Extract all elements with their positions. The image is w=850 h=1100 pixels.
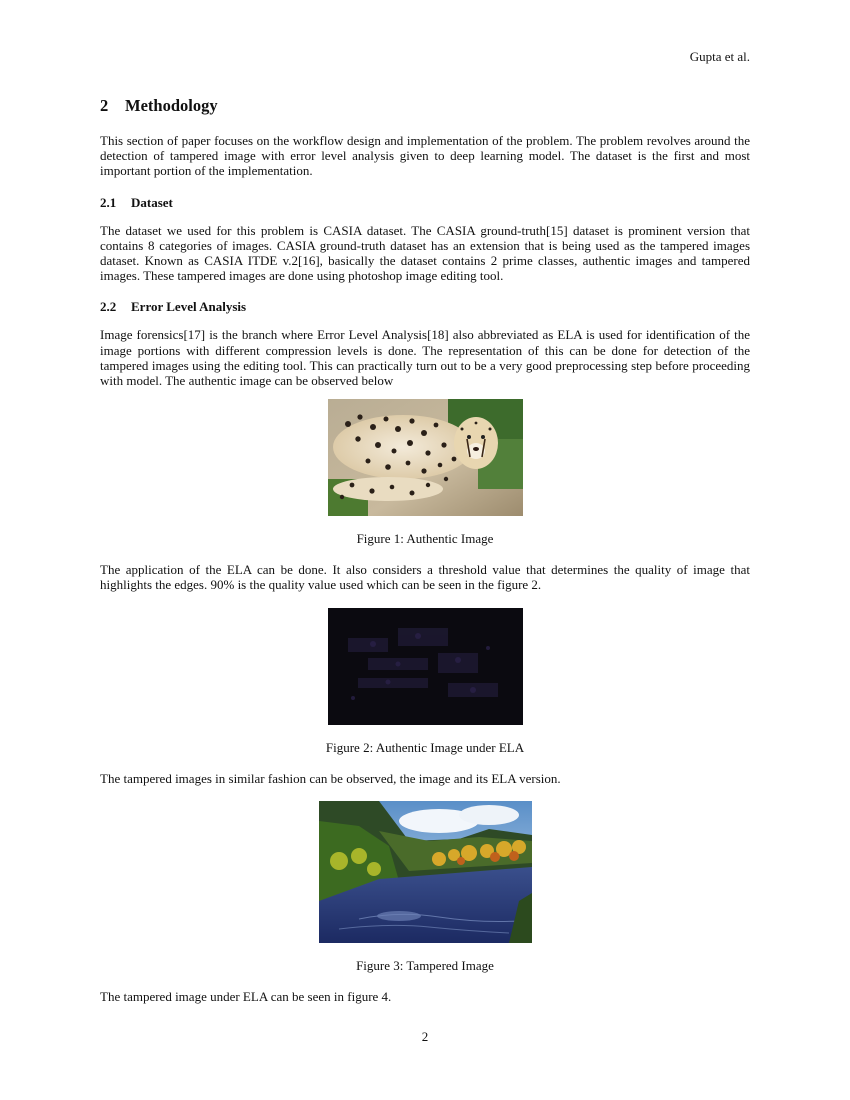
section-heading (100, 96, 750, 116)
page-number: 2 (421, 1029, 429, 1044)
subsection-number: 2.1 (100, 194, 117, 210)
subsection-number: 2.2 (100, 299, 117, 315)
tampered-landscape-image (319, 801, 532, 943)
subsection-heading-dataset (100, 195, 750, 211)
figure-1 (100, 399, 750, 547)
subsection-title: Error Level Analysis (131, 299, 247, 315)
section-intro-paragraph: This section of paper focuses on the workflow design and implementation of the problem. The problem revolves around the detection of tampered image with error level analysis given to deep learning model. The dataset is the first and most important portion of the implementation. (100, 133, 750, 179)
subsection-heading-ela (100, 299, 750, 315)
figure-1-caption: Figure 1: Authentic Image (356, 531, 494, 547)
figure-3-caption: Figure 3: Tampered Image (356, 957, 494, 973)
section-number: 2 (100, 96, 109, 115)
ela-paragraph-1: Image forensics[17] is the branch where Error Level Analysis[18] also abbreviated as ELA is used for identification of the image portions with different compression levels is done. The representation of this can be done for detection of the tampered images using the editing tool. This can practically turn out to be a very good preprocessing step before proceeding with model. The authentic image can be observed below (100, 327, 750, 389)
page-content (100, 96, 750, 1020)
cheetah-image (328, 399, 523, 516)
section-title: Methodology (125, 96, 218, 115)
ela-paragraph-3: The tampered images in similar fashion can be observed, the image and its ELA version. (100, 770, 561, 786)
figure-2 (100, 608, 750, 756)
ela-paragraph-4: The tampered image under ELA can be seen in figure 4. (100, 988, 392, 1004)
figure-3 (100, 801, 750, 974)
dataset-paragraph: The dataset we used for this problem is CASIA dataset. The CASIA ground-truth[15] dataset is prominent version that contains 8 categories of images. CASIA ground-truth dataset has an extension that is being used as the tampered images dataset. Known as CASIA ITDE v.2[16], basically the dataset contains 2 prime classes, authentic images and tampered images. These tampered images are done using photoshop image editing tool. (100, 222, 750, 284)
subsection-title: Dataset (131, 194, 173, 210)
ela-paragraph-2: The application of the ELA can be done. It also considers a threshold value that determines the quality of image that highlights the edges. 90% is the quality value used which can be seen in the figure 2. (100, 562, 750, 593)
running-head: Gupta et al. (689, 49, 750, 64)
ela-authentic-image (328, 608, 523, 725)
figure-2-caption: Figure 2: Authentic Image under ELA (325, 739, 525, 755)
